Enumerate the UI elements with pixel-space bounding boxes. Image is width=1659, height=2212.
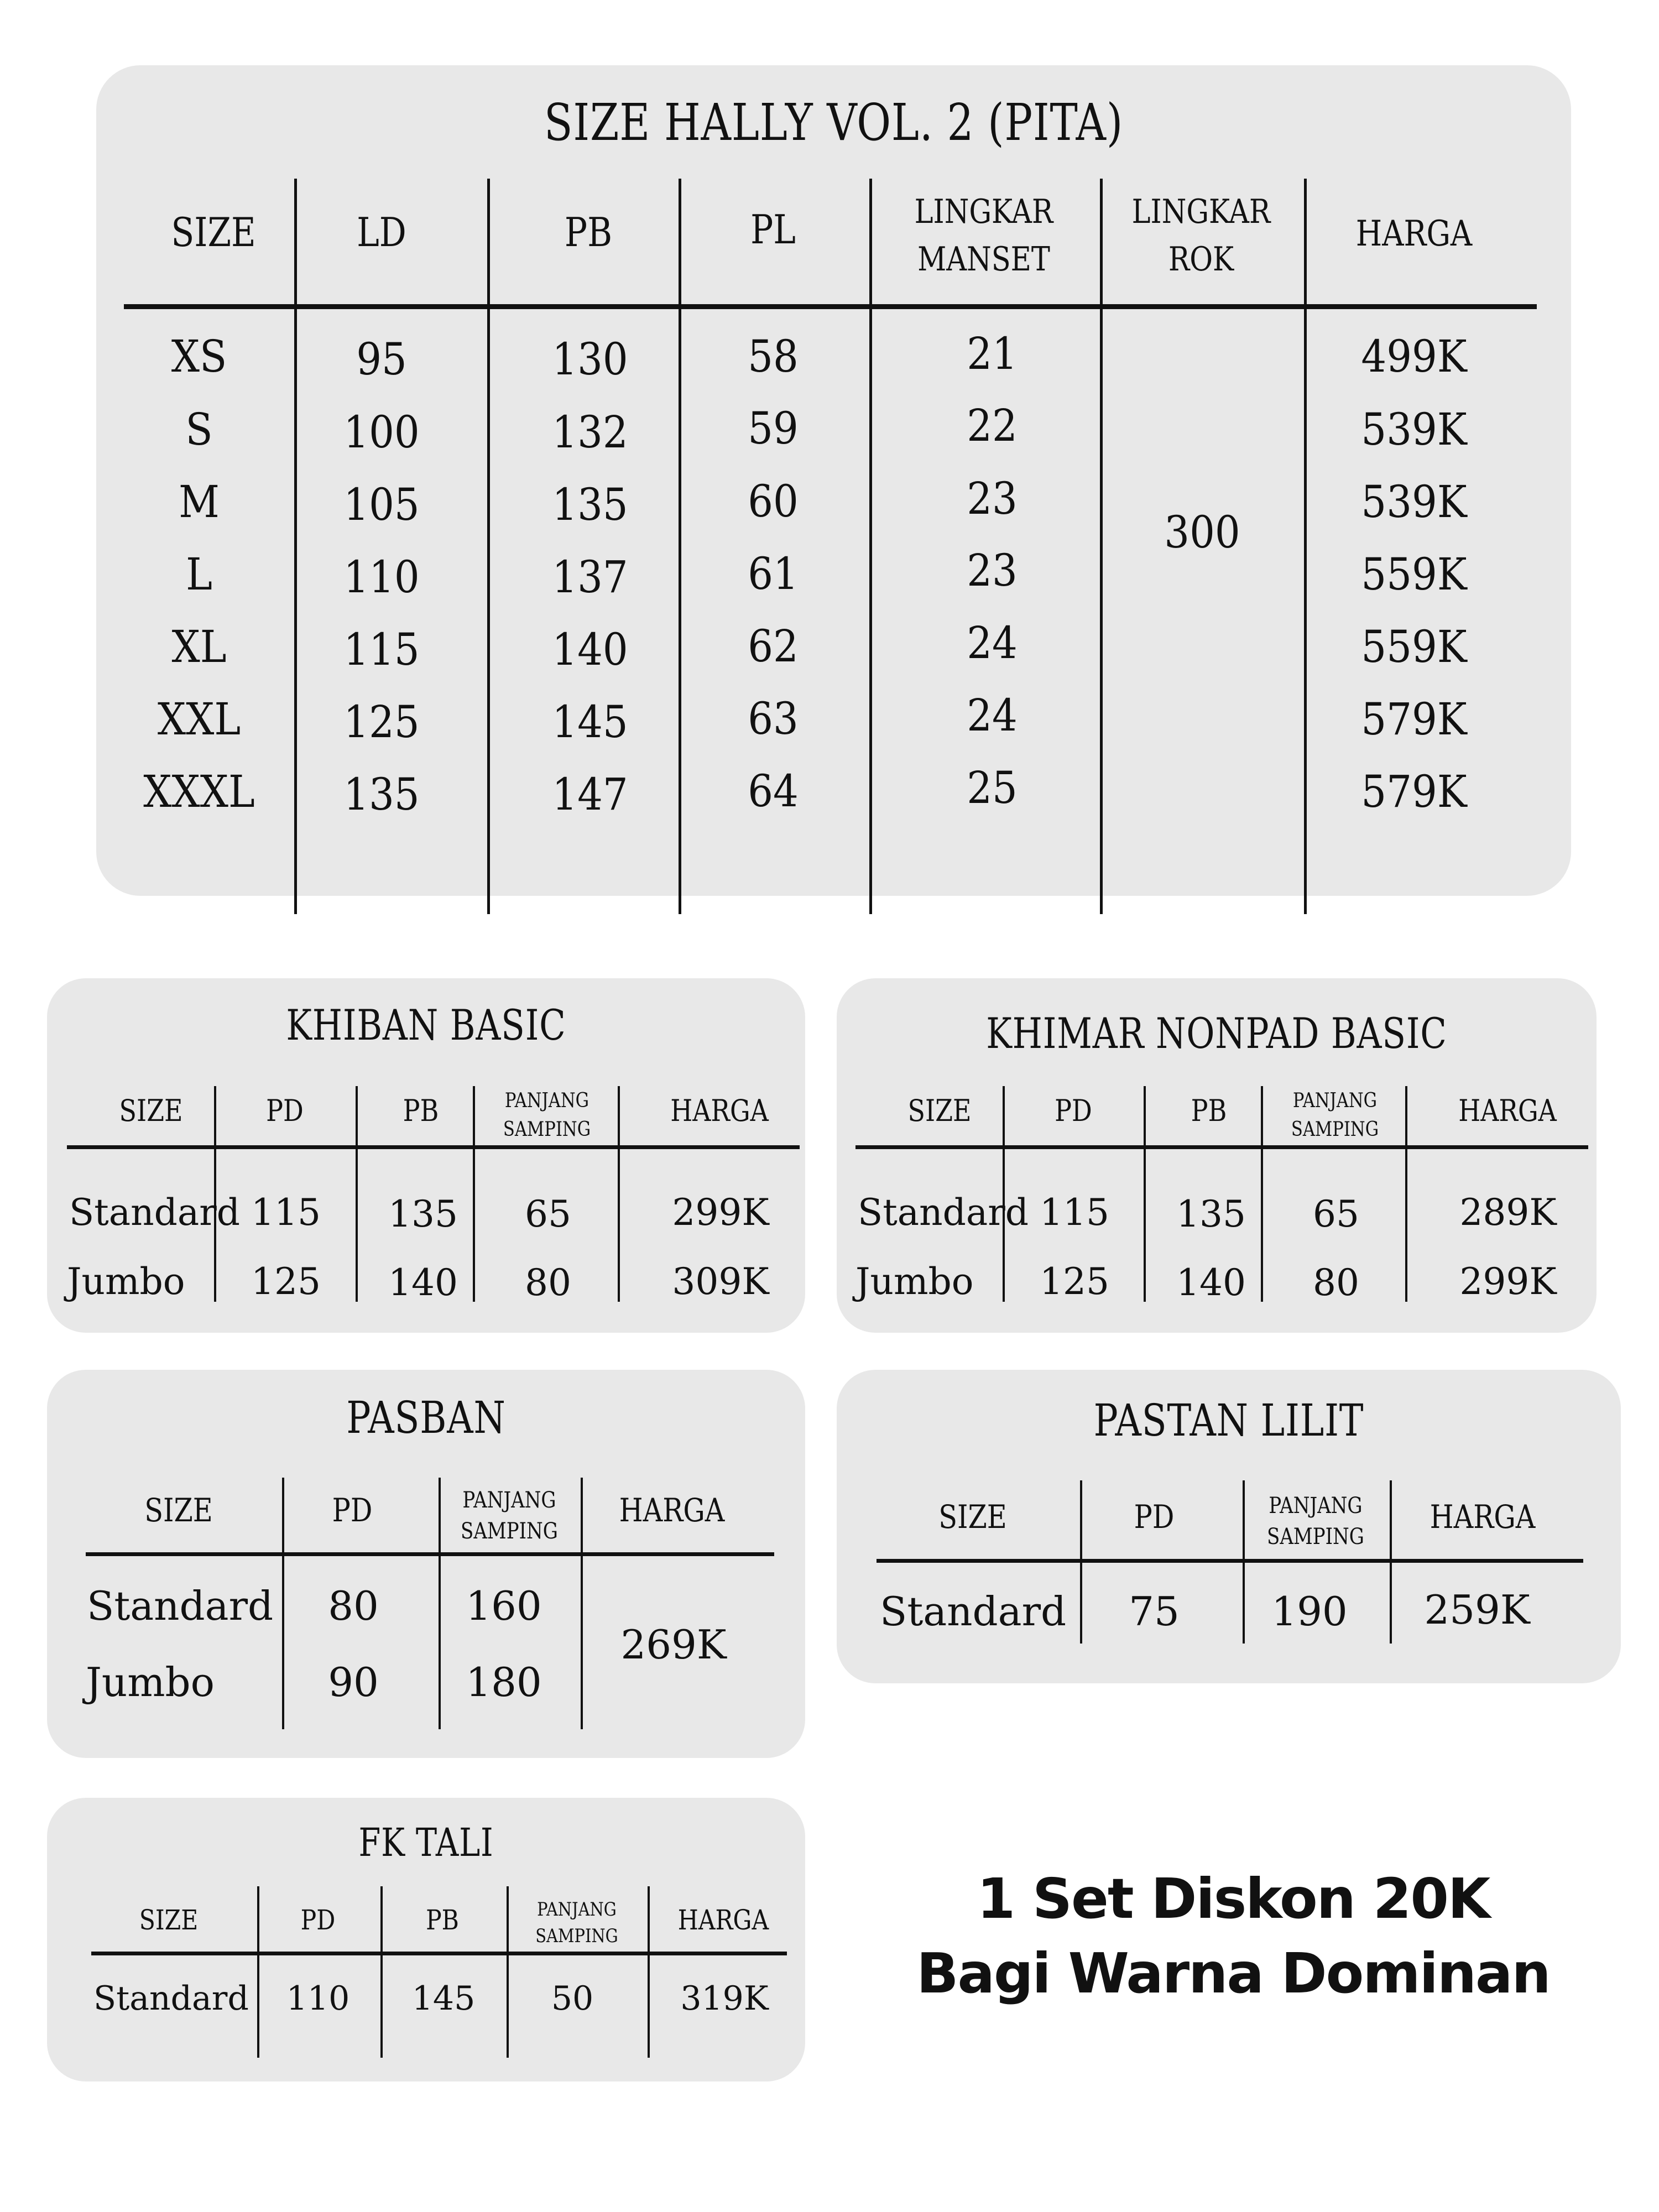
header-text: LINGKAR	[1131, 192, 1271, 231]
header-panjang-samping	[461, 1485, 558, 1547]
size-cell: XXXL	[143, 766, 255, 817]
col-divider	[1080, 1480, 1082, 1644]
col-divider	[473, 1086, 475, 1302]
header-panjang-samping	[1291, 1087, 1379, 1144]
col-divider	[1304, 179, 1307, 914]
header-divider	[124, 304, 1537, 309]
pl-cell: 60	[748, 476, 799, 527]
pb-cell: 135	[388, 1193, 458, 1235]
header-size: SIZE	[938, 1498, 1007, 1536]
header-harga: HARGA	[670, 1093, 769, 1128]
size-cell: Jumbo	[855, 1260, 974, 1303]
harga-cell: 299K	[672, 1191, 769, 1234]
harga-cell: 579K	[1361, 693, 1467, 745]
col-divider	[294, 179, 297, 914]
header-text: ROK	[1168, 240, 1234, 279]
harga-cell: 539K	[1361, 476, 1467, 528]
pl-cell: 61	[748, 548, 799, 599]
header-pd: PD	[332, 1491, 373, 1529]
header-pd: PD	[300, 1904, 336, 1936]
size-cell: M	[179, 476, 220, 528]
header-text: PANJANG	[1269, 1493, 1363, 1519]
header-size: SIZE	[144, 1491, 213, 1529]
harga-cell: 559K	[1361, 549, 1467, 600]
header-pb: PB	[564, 209, 613, 255]
harga-cell: 499K	[1361, 331, 1467, 382]
header-pl: PL	[750, 206, 796, 253]
pl-cell: 58	[748, 331, 799, 382]
harga-cell: 579K	[1361, 766, 1467, 817]
pd-cell: 80	[328, 1583, 379, 1629]
pb-cell: 132	[552, 406, 628, 458]
harga-cell: 539K	[1361, 404, 1467, 455]
pb-cell: 140	[552, 624, 628, 675]
harga-cell: 319K	[680, 1979, 769, 2018]
size-cell: XS	[171, 331, 227, 382]
khimar-nonpad-card	[837, 978, 1597, 1333]
ld-cell: 115	[343, 624, 420, 675]
col-divider	[1405, 1086, 1407, 1302]
header-panjang-samping	[503, 1087, 591, 1144]
col-divider	[581, 1478, 583, 1729]
pd-cell: 90	[328, 1659, 379, 1705]
col-divider	[1261, 1086, 1263, 1302]
manset-cell: 23	[967, 545, 1018, 596]
main-title: SIZE HALLY VOL. 2 (PITA)	[544, 93, 1124, 152]
size-cell: Standard	[880, 1588, 1067, 1635]
pastan-title: PASTAN LILIT	[1093, 1395, 1364, 1446]
khiban-basic-card	[47, 978, 805, 1333]
header-divider	[877, 1559, 1583, 1563]
col-divider	[507, 1886, 509, 2058]
size-cell: Standard	[87, 1583, 274, 1629]
ps-cell: 65	[1313, 1193, 1359, 1235]
ld-cell: 135	[343, 769, 420, 820]
header-panjang-samping	[535, 1896, 618, 1949]
col-divider	[869, 179, 872, 914]
header-size: SIZE	[119, 1093, 183, 1128]
header-text: LINGKAR	[914, 192, 1053, 231]
header-size: SIZE	[907, 1093, 972, 1128]
header-lingkar-rok	[1132, 188, 1271, 283]
pasban-card	[47, 1370, 805, 1758]
header-text: PANJANG	[462, 1488, 556, 1513]
ld-cell: 125	[343, 696, 420, 748]
size-cell: Jumbo	[86, 1659, 215, 1705]
col-divider	[679, 179, 681, 914]
pb-cell: 140	[388, 1261, 458, 1304]
header-text: PANJANG	[504, 1089, 589, 1112]
pb-cell: 140	[1176, 1261, 1246, 1304]
header-harga: HARGA	[619, 1491, 725, 1529]
header-size: SIZE	[171, 209, 256, 255]
col-divider	[1390, 1480, 1392, 1644]
ps-cell: 50	[551, 1979, 594, 2018]
header-pb: PB	[426, 1904, 459, 1936]
ld-cell: 110	[343, 551, 420, 603]
pb-cell: 130	[552, 333, 628, 385]
promo-line-1: 1 Set Diskon 20K	[977, 1866, 1490, 1931]
header-text: SAMPING	[461, 1519, 558, 1544]
col-divider	[282, 1478, 284, 1729]
manset-cell: 22	[967, 400, 1018, 451]
pl-cell: 59	[748, 403, 799, 454]
size-cell: L	[186, 549, 212, 600]
col-divider	[487, 179, 490, 914]
pd-cell: 125	[1040, 1260, 1109, 1303]
size-cell: S	[185, 404, 213, 455]
pl-cell: 63	[748, 693, 799, 744]
pd-cell: 115	[251, 1191, 321, 1234]
khiban-title: KHIBAN BASIC	[286, 1000, 566, 1050]
pb-cell: 145	[411, 1979, 476, 2018]
ps-cell: 80	[1313, 1261, 1359, 1304]
col-divider	[1243, 1480, 1245, 1644]
pb-cell: 147	[552, 769, 628, 820]
header-ld: LD	[357, 209, 406, 255]
pd-cell: 115	[1040, 1191, 1109, 1234]
col-divider	[257, 1886, 259, 2058]
harga-cell: 559K	[1361, 621, 1467, 672]
header-divider	[67, 1145, 800, 1149]
ld-cell: 100	[343, 406, 420, 458]
ps-cell: 160	[466, 1583, 542, 1629]
pl-cell: 62	[748, 620, 799, 672]
harga-cell: 269K	[620, 1621, 727, 1668]
header-text: SAMPING	[535, 1925, 618, 1947]
promo-line-2: Bagi Warna Dominan	[916, 1941, 1550, 2006]
main-size-card	[96, 65, 1571, 896]
header-text: SAMPING	[1267, 1524, 1364, 1550]
harga-cell: 289K	[1459, 1191, 1557, 1234]
manset-cell: 24	[967, 617, 1018, 669]
pb-cell: 135	[552, 479, 628, 530]
header-lingkar-manset	[915, 188, 1053, 283]
pd-cell: 75	[1129, 1588, 1180, 1635]
header-pb: PB	[403, 1093, 439, 1128]
size-cell: Standard	[93, 1979, 249, 2018]
header-text: PANJANG	[1292, 1089, 1378, 1112]
header-pd: PD	[266, 1093, 304, 1128]
col-divider	[380, 1886, 383, 2058]
ps-cell: 65	[525, 1193, 571, 1235]
khimar-title: KHIMAR NONPAD BASIC	[986, 1009, 1447, 1058]
header-divider	[86, 1552, 774, 1556]
ps-cell: 180	[466, 1659, 542, 1705]
ld-cell: 95	[356, 333, 407, 385]
harga-cell: 309K	[672, 1260, 769, 1303]
col-divider	[618, 1086, 620, 1302]
size-cell: XXL	[157, 693, 241, 745]
lingkar-rok-value: 300	[1164, 507, 1240, 558]
pl-cell: 64	[748, 765, 799, 817]
fktali-title: FK TALI	[358, 1820, 494, 1865]
header-divider	[91, 1952, 787, 1955]
harga-cell: 259K	[1424, 1587, 1530, 1633]
size-cell: Standard	[858, 1191, 1029, 1234]
manset-cell: 24	[967, 690, 1018, 741]
fk-tali-card	[47, 1798, 805, 2081]
col-divider	[439, 1478, 441, 1729]
pastan-lilit-card	[837, 1370, 1621, 1683]
col-divider	[356, 1086, 358, 1302]
header-harga: HARGA	[1355, 213, 1473, 254]
header-text: SAMPING	[1291, 1118, 1379, 1141]
ps-cell: 80	[525, 1261, 571, 1304]
col-divider	[1100, 179, 1103, 914]
manset-cell: 21	[967, 328, 1018, 379]
pb-cell: 137	[552, 551, 628, 603]
ld-cell: 105	[343, 479, 420, 530]
header-text: MANSET	[917, 240, 1050, 279]
size-cell: Jumbo	[67, 1260, 185, 1303]
header-harga: HARGA	[677, 1904, 769, 1936]
size-cell: XL	[171, 621, 227, 672]
header-pd: PD	[1055, 1093, 1092, 1128]
col-divider	[648, 1886, 650, 2058]
header-pb: PB	[1191, 1093, 1227, 1128]
pb-cell: 145	[552, 696, 628, 748]
manset-cell: 23	[967, 473, 1018, 524]
size-cell: Standard	[69, 1191, 240, 1234]
header-divider	[855, 1145, 1588, 1149]
header-pd: PD	[1134, 1498, 1175, 1536]
ps-cell: 190	[1271, 1588, 1348, 1635]
header-text: SAMPING	[503, 1118, 591, 1141]
header-harga: HARGA	[1458, 1093, 1557, 1128]
harga-cell: 299K	[1459, 1260, 1557, 1303]
col-divider	[1144, 1086, 1146, 1302]
header-text: PANJANG	[537, 1898, 617, 1921]
header-panjang-samping	[1267, 1490, 1364, 1552]
pb-cell: 135	[1176, 1193, 1246, 1235]
pd-cell: 125	[251, 1260, 321, 1303]
pasban-title: PASBAN	[346, 1392, 506, 1443]
pd-cell: 110	[286, 1979, 350, 2018]
manset-cell: 25	[967, 762, 1018, 813]
header-harga: HARGA	[1430, 1498, 1536, 1536]
header-size: SIZE	[139, 1904, 199, 1936]
